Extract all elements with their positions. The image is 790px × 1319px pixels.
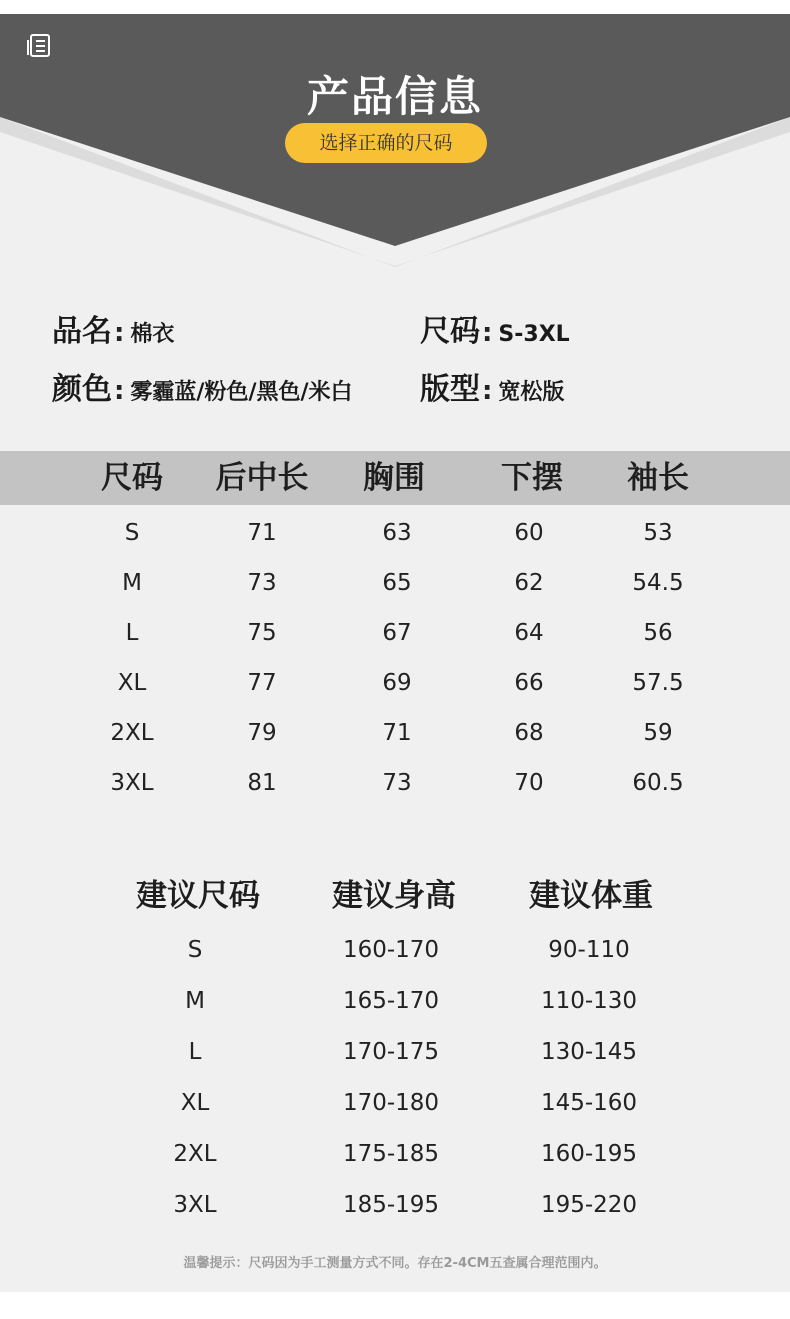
- rec-height-cell: 165-170: [342, 988, 440, 1014]
- back-length-cell: 79: [247, 720, 277, 746]
- chest-cell: 65: [382, 570, 412, 596]
- info-size-range: [420, 306, 570, 350]
- sleeve-cell: 53: [643, 520, 673, 546]
- rec-height-cell: 160-170: [342, 937, 440, 963]
- measurement-footnote: 温馨提示：尺码因为手工测量方式不同。存在2-4CM五查属合理范围内。: [183, 1256, 607, 1271]
- rec-size-cell: M: [185, 988, 205, 1014]
- header-sleeve: 袖长: [627, 460, 689, 496]
- sleeve-cell: 60.5: [632, 770, 684, 796]
- header-hem: 下摆: [501, 460, 563, 496]
- colon: :: [482, 318, 493, 348]
- hem-cell: 62: [514, 570, 544, 596]
- rec-weight-cell: 160-195: [540, 1141, 638, 1167]
- hem-cell: 66: [514, 670, 544, 696]
- sleeve-cell: 57.5: [632, 670, 684, 696]
- size-range-label: 尺码: [420, 314, 480, 349]
- page-title: 产品信息: [306, 72, 483, 121]
- rec-size-cell: L: [188, 1039, 202, 1065]
- chest-cell: 67: [382, 620, 412, 646]
- size-guide-pill: 选择正确的尺码: [285, 123, 487, 163]
- color-value: 雾霾蓝/粉色/黑色/米白: [130, 380, 353, 405]
- fit-label: 版型: [420, 372, 480, 407]
- size-cell: M: [122, 570, 142, 596]
- color-label: 颜色: [52, 372, 112, 407]
- colon: :: [114, 376, 125, 406]
- size-table-header: [0, 451, 790, 505]
- chest-cell: 63: [382, 520, 412, 546]
- size-cell: XL: [117, 670, 147, 696]
- rec-height-cell: 185-195: [342, 1192, 440, 1218]
- info-colors: [52, 364, 353, 408]
- back-length-cell: 77: [247, 670, 277, 696]
- size-range-value: S-3XL: [498, 322, 570, 347]
- rec-size-cell: S: [187, 937, 203, 963]
- size-cell: 2XL: [110, 720, 154, 746]
- rec-weight-cell: 130-145: [540, 1039, 638, 1065]
- back-length-cell: 75: [247, 620, 277, 646]
- sleeve-cell: 59: [643, 720, 673, 746]
- menu-icon[interactable]: [26, 31, 54, 59]
- size-cell: S: [124, 520, 140, 546]
- size-cell: L: [125, 620, 139, 646]
- rec-height-cell: 170-175: [342, 1039, 440, 1065]
- rec-weight-cell: 90-110: [548, 937, 630, 963]
- sleeve-cell: 56: [643, 620, 673, 646]
- back-length-cell: 81: [247, 770, 277, 796]
- chest-cell: 69: [382, 670, 412, 696]
- hem-cell: 60: [514, 520, 544, 546]
- hem-cell: 64: [514, 620, 544, 646]
- sleeve-cell: 54.5: [632, 570, 684, 596]
- info-product-name: [52, 306, 174, 350]
- header-recommended-size: 建议尺码: [136, 878, 260, 914]
- colon: :: [114, 318, 125, 348]
- rec-weight-cell: 195-220: [540, 1192, 638, 1218]
- fit-value: 宽松版: [498, 380, 565, 405]
- rec-height-cell: 170-180: [342, 1090, 440, 1116]
- colon: :: [482, 376, 493, 406]
- rec-weight-cell: 145-160: [540, 1090, 638, 1116]
- rec-weight-cell: 110-130: [540, 988, 638, 1014]
- header-recommended-weight: 建议体重: [529, 878, 653, 914]
- size-chart-poster: [0, 14, 790, 1292]
- header-size: 尺码: [101, 460, 163, 496]
- header-chest: 胸围: [363, 460, 425, 496]
- rec-size-cell: 2XL: [173, 1141, 217, 1167]
- product-name-label: 品名: [52, 314, 112, 349]
- header-back-length: 后中长: [215, 460, 309, 496]
- chest-cell: 73: [382, 770, 412, 796]
- header-recommended-height: 建议身高: [332, 878, 456, 914]
- product-name-value: 棉衣: [130, 322, 175, 347]
- back-length-cell: 71: [247, 520, 277, 546]
- info-fit: [420, 364, 564, 408]
- back-length-cell: 73: [247, 570, 277, 596]
- rec-size-cell: XL: [180, 1090, 210, 1116]
- rec-size-cell: 3XL: [173, 1192, 217, 1218]
- size-cell: 3XL: [110, 770, 154, 796]
- chest-cell: 71: [382, 720, 412, 746]
- hem-cell: 70: [514, 770, 544, 796]
- rec-height-cell: 175-185: [342, 1141, 440, 1167]
- hem-cell: 68: [514, 720, 544, 746]
